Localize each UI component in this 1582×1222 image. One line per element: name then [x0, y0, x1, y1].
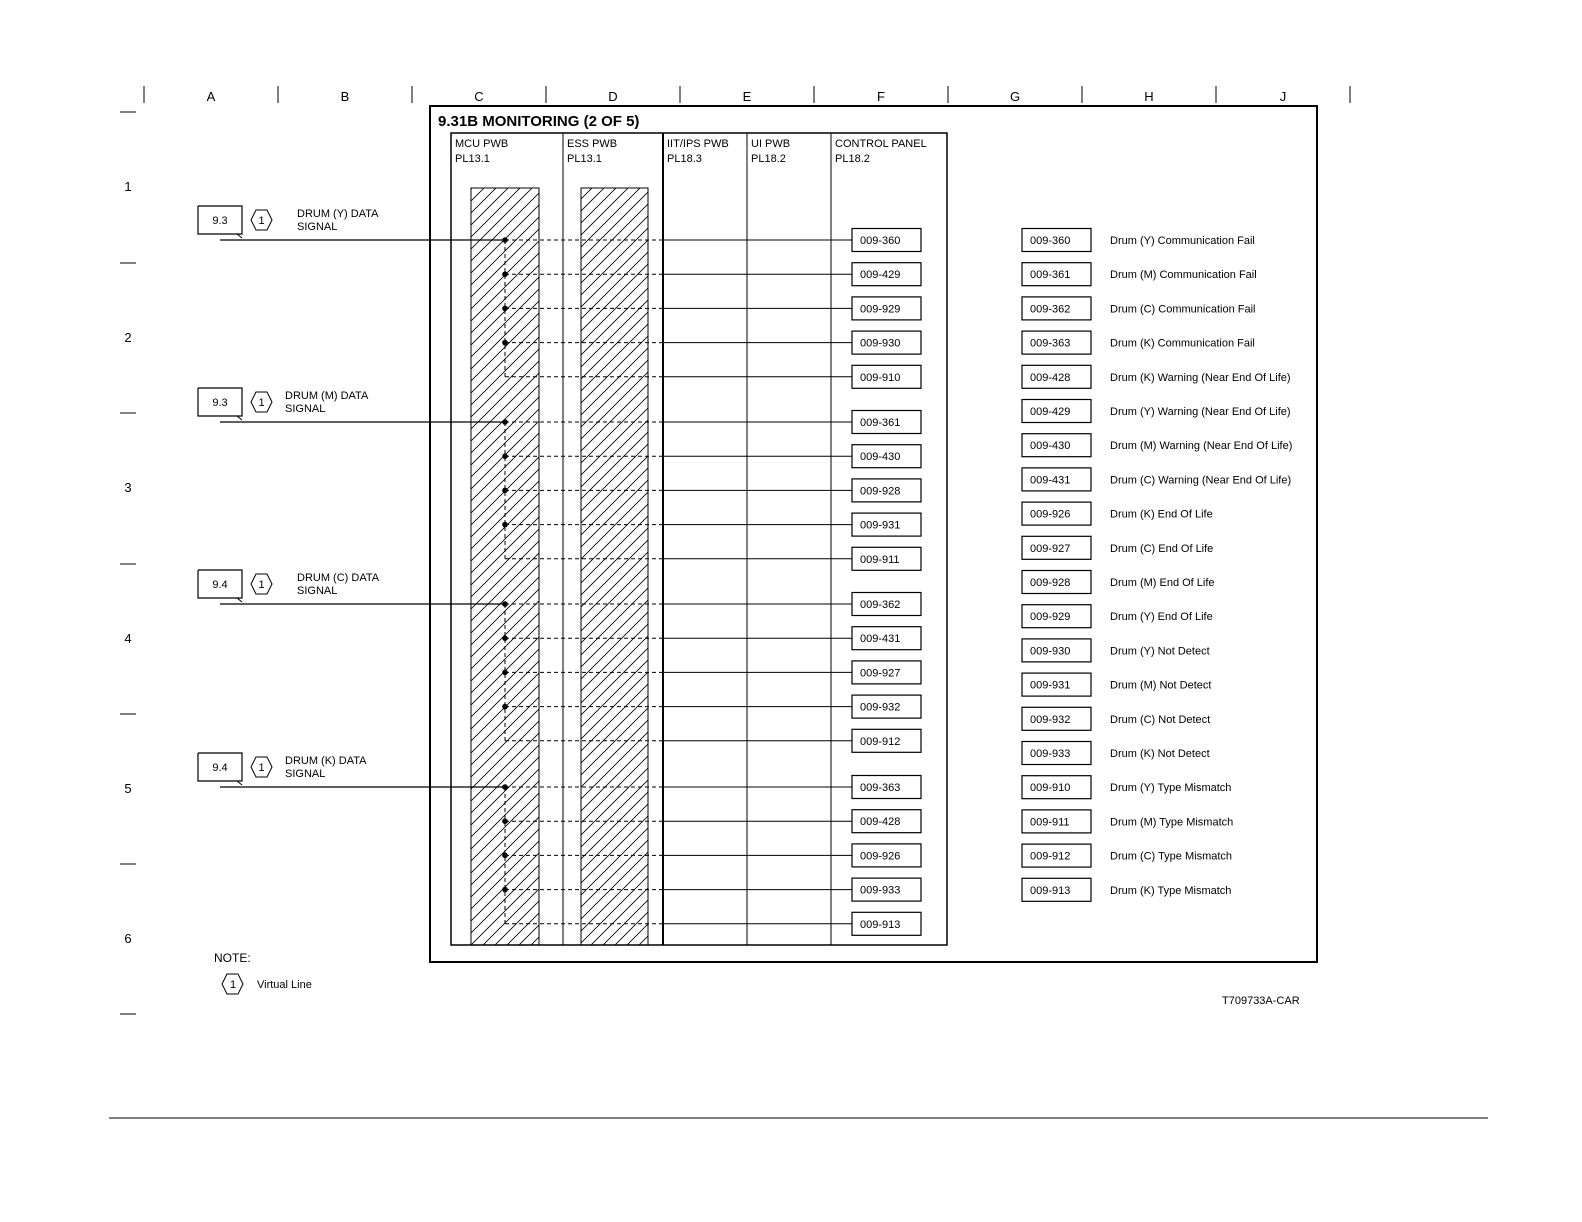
virtual-line-marker-number: 1 [258, 579, 265, 591]
signal-name: DRUM (M) DATA [285, 390, 369, 402]
grid-col-label: B [340, 89, 350, 104]
fault-code-legend [1022, 229, 1292, 902]
board-label-iit-ips: IIT/IPS PWB [667, 138, 729, 150]
legend-code: 009-361 [1030, 269, 1071, 282]
grid-col-label: A [206, 89, 216, 104]
legend-description: Drum (M) Warning (Near End Of Life) [1110, 440, 1293, 453]
grid-row-label: 6 [124, 931, 132, 946]
legend-description: Drum (Y) End Of Life [1110, 611, 1213, 624]
grid-row-label: 5 [124, 781, 132, 796]
fault-code-label: 009-928 [860, 485, 901, 498]
fault-code-label: 009-430 [860, 451, 901, 464]
grid-col-label: G [1009, 89, 1021, 104]
legend-code: 009-430 [1030, 440, 1071, 453]
note-marker-number: 1 [229, 979, 237, 991]
board-label-control-panel: CONTROL PANEL [835, 138, 927, 150]
junction-dot [502, 453, 508, 459]
fault-code-label: 009-911 [860, 553, 900, 566]
signal-name: DRUM (K) DATA [285, 755, 367, 767]
junction-dot [502, 522, 508, 528]
legend-description: Drum (C) Warning (Near End Of Life) [1110, 474, 1292, 487]
legend-code: 009-928 [1030, 577, 1071, 589]
legend-description: Drum (Y) Type Mismatch [1110, 782, 1232, 795]
note-heading: NOTE: [214, 951, 251, 965]
ess-hatched-area [581, 188, 648, 945]
junction-dot [502, 635, 508, 641]
legend-description: Drum (C) End Of Life [1110, 542, 1214, 555]
grid-row-label: 2 [124, 330, 132, 345]
junction-dot [502, 271, 508, 277]
legend-description: Drum (M) Communication Fail [1110, 269, 1257, 282]
legend-code: 009-933 [1030, 748, 1071, 760]
legend-code: 009-431 [1030, 474, 1071, 487]
legend-description: Drum (Y) Not Detect [1110, 645, 1210, 658]
legend-code: 009-929 [1030, 611, 1071, 624]
board-pl-ess: PL13.1 [567, 153, 602, 165]
fault-code-label: 009-428 [860, 816, 901, 829]
note-text: Virtual Line [257, 979, 312, 991]
legend-code: 009-429 [1030, 406, 1071, 418]
legend-description: Drum (M) End Of Life [1110, 577, 1215, 589]
legend-code: 009-931 [1030, 679, 1071, 692]
board-label-ui: UI PWB [751, 138, 791, 150]
legend-description: Drum (K) End Of Life [1110, 508, 1213, 521]
legend-code: 009-932 [1030, 713, 1071, 726]
legend-code: 009-912 [1030, 850, 1071, 863]
board-label-ess: ESS PWB [567, 138, 618, 150]
legend-code: 009-911 [1030, 816, 1070, 829]
board-pl-iit-ips: PL18.3 [667, 153, 702, 165]
legend-description: Drum (K) Warning (Near End Of Life) [1110, 371, 1291, 384]
fault-code-label: 009-363 [860, 782, 901, 794]
legend-description: Drum (C) Communication Fail [1110, 303, 1256, 316]
fault-code-label: 009-932 [860, 701, 901, 714]
fault-code-label: 009-910 [860, 371, 901, 384]
fault-code-label: 009-913 [860, 918, 901, 931]
fault-code-label: 009-930 [860, 337, 901, 350]
fault-code-label: 009-933 [860, 884, 901, 897]
junction-dot [502, 306, 508, 312]
fault-code-label: 009-912 [860, 735, 901, 748]
legend-description: Drum (C) Type Mismatch [1110, 850, 1233, 863]
fault-code-label: 009-429 [860, 269, 901, 282]
legend-code: 009-363 [1030, 337, 1071, 350]
legend-description: Drum (M) Type Mismatch [1110, 816, 1234, 829]
signal-name-line2: SIGNAL [285, 768, 326, 780]
fault-code-label: 009-362 [860, 599, 901, 611]
legend-code: 009-910 [1030, 782, 1071, 795]
signal-name-line2: SIGNAL [297, 585, 338, 597]
junction-dot [502, 818, 508, 824]
legend-description: Drum (K) Communication Fail [1110, 337, 1255, 350]
grid-row-label: 4 [124, 631, 132, 646]
grid-col-label: E [742, 89, 752, 104]
sheet-reference-number: 9.3 [212, 215, 228, 227]
signal-name: DRUM (Y) DATA [297, 208, 379, 220]
sheet-reference-number: 9.4 [212, 579, 228, 591]
legend-code: 009-360 [1030, 235, 1071, 247]
virtual-line-marker-number: 1 [258, 397, 265, 409]
legend-description: Drum (M) Not Detect [1110, 679, 1212, 692]
junction-dot [502, 340, 508, 346]
grid-col-label: C [474, 89, 484, 104]
grid-row-label: 1 [124, 179, 132, 194]
board-pl-control-panel: PL18.2 [835, 153, 870, 165]
fault-code-label: 009-931 [860, 519, 901, 532]
fault-code-label: 009-929 [860, 303, 901, 316]
legend-description: Drum (Y) Warning (Near End Of Life) [1110, 406, 1291, 418]
legend-description: Drum (K) Type Mismatch [1110, 884, 1232, 897]
junction-dot [502, 887, 508, 893]
legend-description: Drum (K) Not Detect [1110, 748, 1210, 760]
legend-description: Drum (Y) Communication Fail [1110, 235, 1255, 247]
figure-id: T709733A-CAR [1222, 995, 1300, 1007]
virtual-line-marker-number: 1 [258, 762, 265, 774]
grid-col-label: H [1144, 89, 1154, 104]
grid-col-label: F [877, 89, 885, 104]
fault-code-label: 009-927 [860, 667, 901, 680]
fault-code-label: 009-360 [860, 235, 901, 247]
sheet-reference-number: 9.4 [212, 762, 228, 774]
virtual-line-marker-number: 1 [258, 215, 265, 227]
junction-dot [502, 488, 508, 494]
signal-name-line2: SIGNAL [297, 221, 338, 233]
board-pl-mcu: PL13.1 [455, 153, 490, 165]
signal-name-line2: SIGNAL [285, 403, 326, 415]
diagram-title: 9.31B MONITORING (2 OF 5) [438, 113, 640, 130]
legend-code: 009-926 [1030, 508, 1071, 521]
legend-code: 009-428 [1030, 371, 1071, 384]
sheet-reference-number: 9.3 [212, 397, 228, 409]
legend-description: Drum (C) Not Detect [1110, 713, 1211, 726]
board-pl-ui: PL18.2 [751, 153, 786, 165]
legend-code: 009-362 [1030, 303, 1071, 316]
fault-code-label: 009-361 [860, 417, 901, 429]
grid-col-label: D [608, 89, 618, 104]
grid-row-label: 3 [124, 480, 132, 495]
junction-dot [502, 670, 508, 676]
signal-name: DRUM (C) DATA [297, 572, 380, 584]
grid-col-label: J [1279, 89, 1287, 104]
fault-code-label: 009-926 [860, 850, 901, 863]
legend-code: 009-927 [1030, 542, 1071, 555]
junction-dot [502, 853, 508, 859]
note [214, 951, 312, 994]
board-label-mcu: MCU PWB [455, 138, 509, 150]
legend-code: 009-930 [1030, 645, 1071, 658]
fault-code-label: 009-431 [860, 633, 901, 646]
junction-dot [502, 704, 508, 710]
signal-references [198, 206, 380, 785]
legend-code: 009-913 [1030, 884, 1071, 897]
